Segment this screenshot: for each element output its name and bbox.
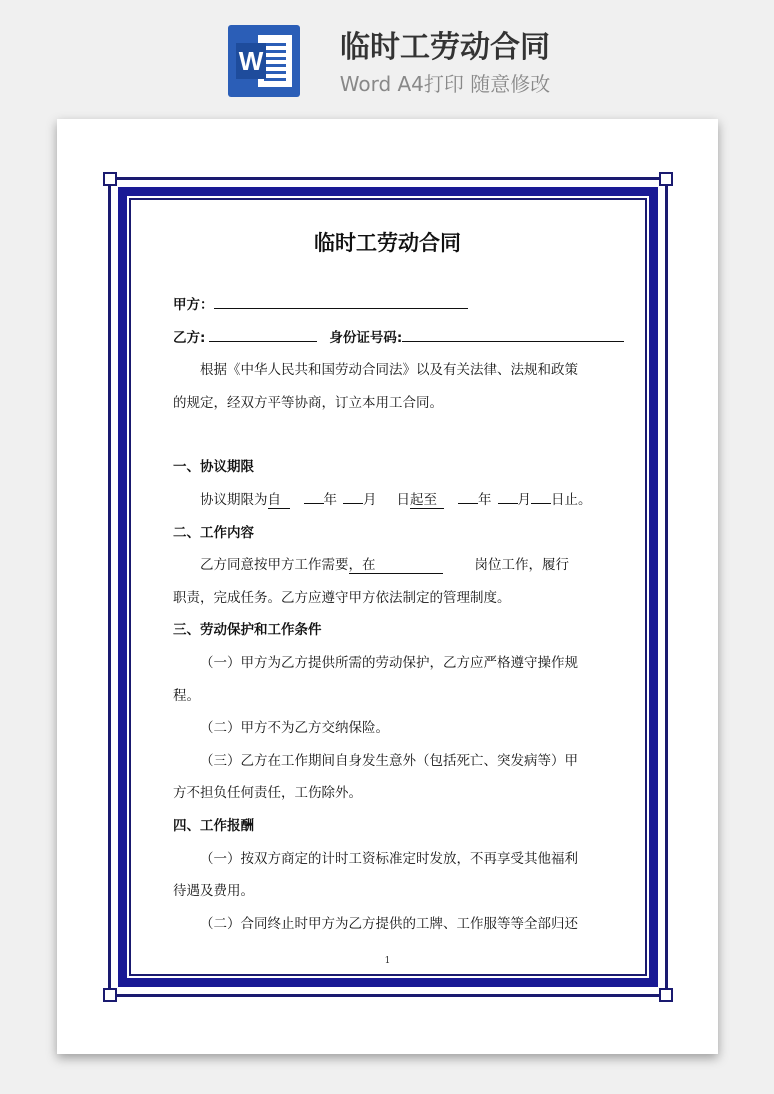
start-year-field[interactable]	[304, 503, 324, 504]
id-number-field[interactable]	[402, 341, 624, 342]
party-b-label: 乙方:	[173, 329, 206, 346]
end-month-field[interactable]	[498, 503, 518, 504]
banner-title: 临时工劳动合同	[340, 30, 550, 65]
work-line-2: 职责，完成任务。乙方应遵守甲方依法制定的管理制度。	[173, 589, 511, 606]
border-corner-ornament	[103, 172, 117, 186]
section-2-heading: 二、工作内容	[173, 524, 254, 541]
year-label: 年	[323, 491, 337, 508]
s3-item-3-line-1: （三）乙方在工作期间自身发生意外（包括死亡、突发病等）甲	[200, 752, 578, 769]
day-label: 日	[396, 491, 410, 508]
term-until-label: 起至	[410, 492, 444, 509]
s3-item-1-line-2: 程。	[173, 687, 200, 704]
party-a-label: 甲方：	[173, 297, 214, 313]
work-text: 乙方同意按甲方工作需要	[200, 557, 349, 574]
month-label: 月	[363, 491, 377, 508]
s3-item-2: （二）甲方不为乙方交纳保险。	[200, 720, 389, 737]
start-month-field[interactable]	[343, 503, 363, 504]
term-text: 协议期限为	[200, 491, 268, 508]
border-corner-ornament	[103, 988, 117, 1002]
document-body	[173, 289, 603, 940]
month-label: 月	[517, 491, 531, 508]
intro-line-2: 的规定，经双方平等协商，订立本用工合同。	[173, 394, 443, 411]
document-page	[57, 119, 718, 1054]
document-title: 临时工劳动合同	[314, 231, 461, 255]
position-field[interactable]: ，在	[349, 557, 443, 574]
word-letter: W	[236, 43, 266, 79]
s4-item-1-line-2: 待遇及费用。	[173, 883, 254, 900]
year-label: 年	[478, 491, 492, 508]
term-line	[173, 484, 603, 517]
intro-line-1: 根据《中华人民共和国劳动合同法》以及有关法律、法规和政策	[200, 362, 578, 379]
party-a-field[interactable]	[214, 308, 468, 309]
end-year-field[interactable]	[458, 503, 478, 504]
end-day-field[interactable]	[531, 503, 551, 504]
s4-item-1-line-1: （一）按双方商定的计时工资标准定时发放，不再享受其他福利	[200, 850, 578, 867]
party-b-field[interactable]	[209, 341, 317, 342]
page-number: 1	[384, 956, 391, 966]
party-a-line	[173, 289, 603, 322]
section-4-heading: 四、工作报酬	[173, 817, 254, 834]
day-end-label: 日止。	[551, 491, 592, 508]
border-corner-ornament	[659, 172, 673, 186]
s3-item-3-line-2: 方不担负任何责任，工伤除外。	[173, 785, 362, 802]
work-line-1	[173, 549, 603, 582]
id-number-label: 身份证号码:	[329, 329, 403, 346]
blank-line	[173, 419, 603, 451]
word-app-icon	[228, 25, 300, 97]
section-3-heading: 三、劳动保护和工作条件	[173, 622, 322, 639]
banner-subtitle: Word A4打印 随意修改	[339, 72, 551, 96]
s3-item-1-line-1: （一）甲方为乙方提供所需的劳动保护，乙方应严格遵守操作规	[200, 654, 578, 671]
work-text-end: 岗位工作，履行	[474, 557, 569, 574]
party-b-line	[173, 322, 603, 355]
s4-item-2-line-1: （二）合同终止时甲方为乙方提供的工牌、工作服等等全部归还	[200, 915, 578, 932]
border-corner-ornament	[659, 988, 673, 1002]
term-from-label: 自	[268, 492, 290, 509]
section-1-heading: 一、协议期限	[173, 459, 254, 476]
